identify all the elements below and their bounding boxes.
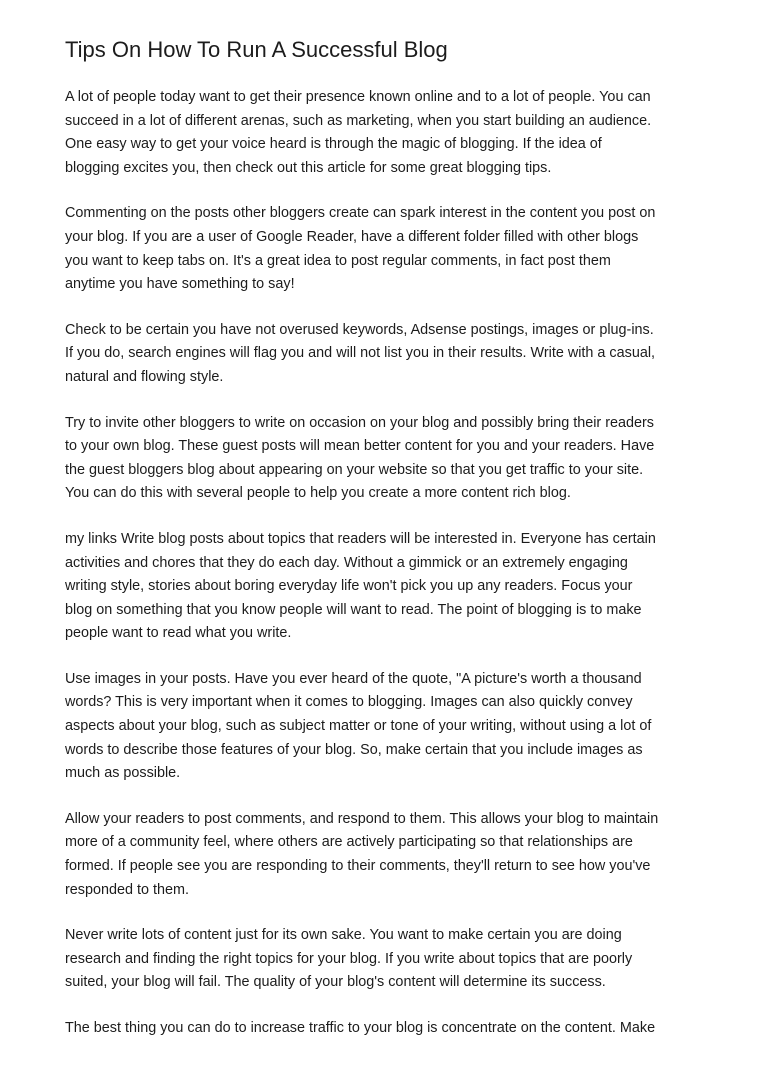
paragraph-line: people want to read what you write.	[65, 625, 292, 642]
paragraph-line: suited, your blog will fail. The quality of your blog's content will determine its success.	[65, 974, 606, 991]
paragraph-line: Commenting on the posts other bloggers create can spark interest in the content you post on	[65, 205, 656, 222]
paragraph-line: you want to keep tabs on. It's a great idea to post regular comments, in fact post them	[65, 252, 611, 269]
paragraph-line: Try to invite other bloggers to write on occasion on your blog and possibly bring their readers	[65, 414, 654, 431]
paragraph-line: If you do, search engines will flag you and will not list you in their results. Write with a casual,	[65, 345, 656, 362]
paragraph-4	[65, 412, 715, 506]
paragraph-line: A lot of people today want to get their presence known online and to a lot of people. You can	[65, 89, 651, 105]
page-title: Tips On How To Run A Successful Blog	[65, 37, 448, 62]
paragraph-line: writing style, stories about boring everyday life won't pick you up any readers. Focus your	[65, 578, 633, 595]
paragraph-line: You can do this with several people to help you create a more content rich blog.	[65, 485, 571, 502]
paragraph-line: responded to them.	[65, 881, 189, 898]
paragraph-8	[65, 924, 715, 995]
paragraph-line: more of a community feel, where others are actively participating so that relationships are	[65, 834, 633, 851]
paragraph-2	[65, 202, 715, 296]
paragraph-line: words? This is very important when it comes to blogging. Images can also quickly convey	[65, 694, 633, 711]
paragraph-line: my links Write blog posts about topics that readers will be interested in. Everyone has certain	[65, 530, 656, 547]
paragraph-7	[65, 808, 715, 902]
paragraph-line: blog on something that you know people will want to read. The point of blogging is to make	[65, 601, 642, 618]
paragraph-line: blogging excites you, then check out this article for some great blogging tips.	[65, 159, 552, 176]
document-body	[65, 86, 715, 1041]
paragraph-line: much as possible.	[65, 765, 181, 782]
paragraph-9	[65, 1017, 715, 1041]
paragraph-line: Allow your readers to post comments, and respond to them. This allows your blog to maintain	[65, 810, 659, 827]
paragraph-3	[65, 319, 715, 390]
paragraph-line: your blog. If you are a user of Google Reader, have a different folder filled with other blogs	[65, 228, 639, 245]
paragraph-6	[65, 668, 715, 786]
paragraph-line: Check to be certain you have not overused keywords, Adsense postings, images or plug-ins.	[65, 321, 654, 338]
paragraph-line: succeed in a lot of different arenas, such as marketing, when you start building an audience.	[65, 112, 652, 129]
paragraph-line: The best thing you can do to increase traffic to your blog is concentrate on the content. Make	[65, 1020, 656, 1036]
paragraph-5	[65, 528, 715, 646]
paragraph-line: words to describe those features of your blog. So, make certain that you include images as	[65, 741, 643, 758]
paragraph-line: to your own blog. These guest posts will mean better content for you and your readers. Have	[65, 438, 655, 455]
paragraph-line: One easy way to get your voice heard is through the magic of blogging. If the idea of	[65, 136, 602, 153]
paragraph-line: aspects about your blog, such as subject matter or tone of your writing, without using a lot of	[65, 718, 652, 735]
document-page	[65, 36, 715, 1063]
paragraph-line: formed. If people see you are responding to their comments, they'll return to see how you've	[65, 858, 651, 875]
paragraph-1	[65, 86, 715, 180]
paragraph-line: activities and chores that they do each day. Without a gimmick or an extremely engaging	[65, 554, 628, 571]
paragraph-line: the guest bloggers blog about appearing on your website so that you get traffic to your site.	[65, 461, 644, 478]
paragraph-line: Use images in your posts. Have you ever heard of the quote, "A picture's worth a thousand	[65, 670, 642, 687]
paragraph-line: research and finding the right topics for your blog. If you write about topics that are poorly	[65, 950, 633, 967]
paragraph-line: natural and flowing style.	[65, 368, 224, 385]
paragraph-line: Never write lots of content just for its own sake. You want to make certain you are doing	[65, 927, 622, 944]
paragraph-line: anytime you have something to say!	[65, 276, 295, 293]
